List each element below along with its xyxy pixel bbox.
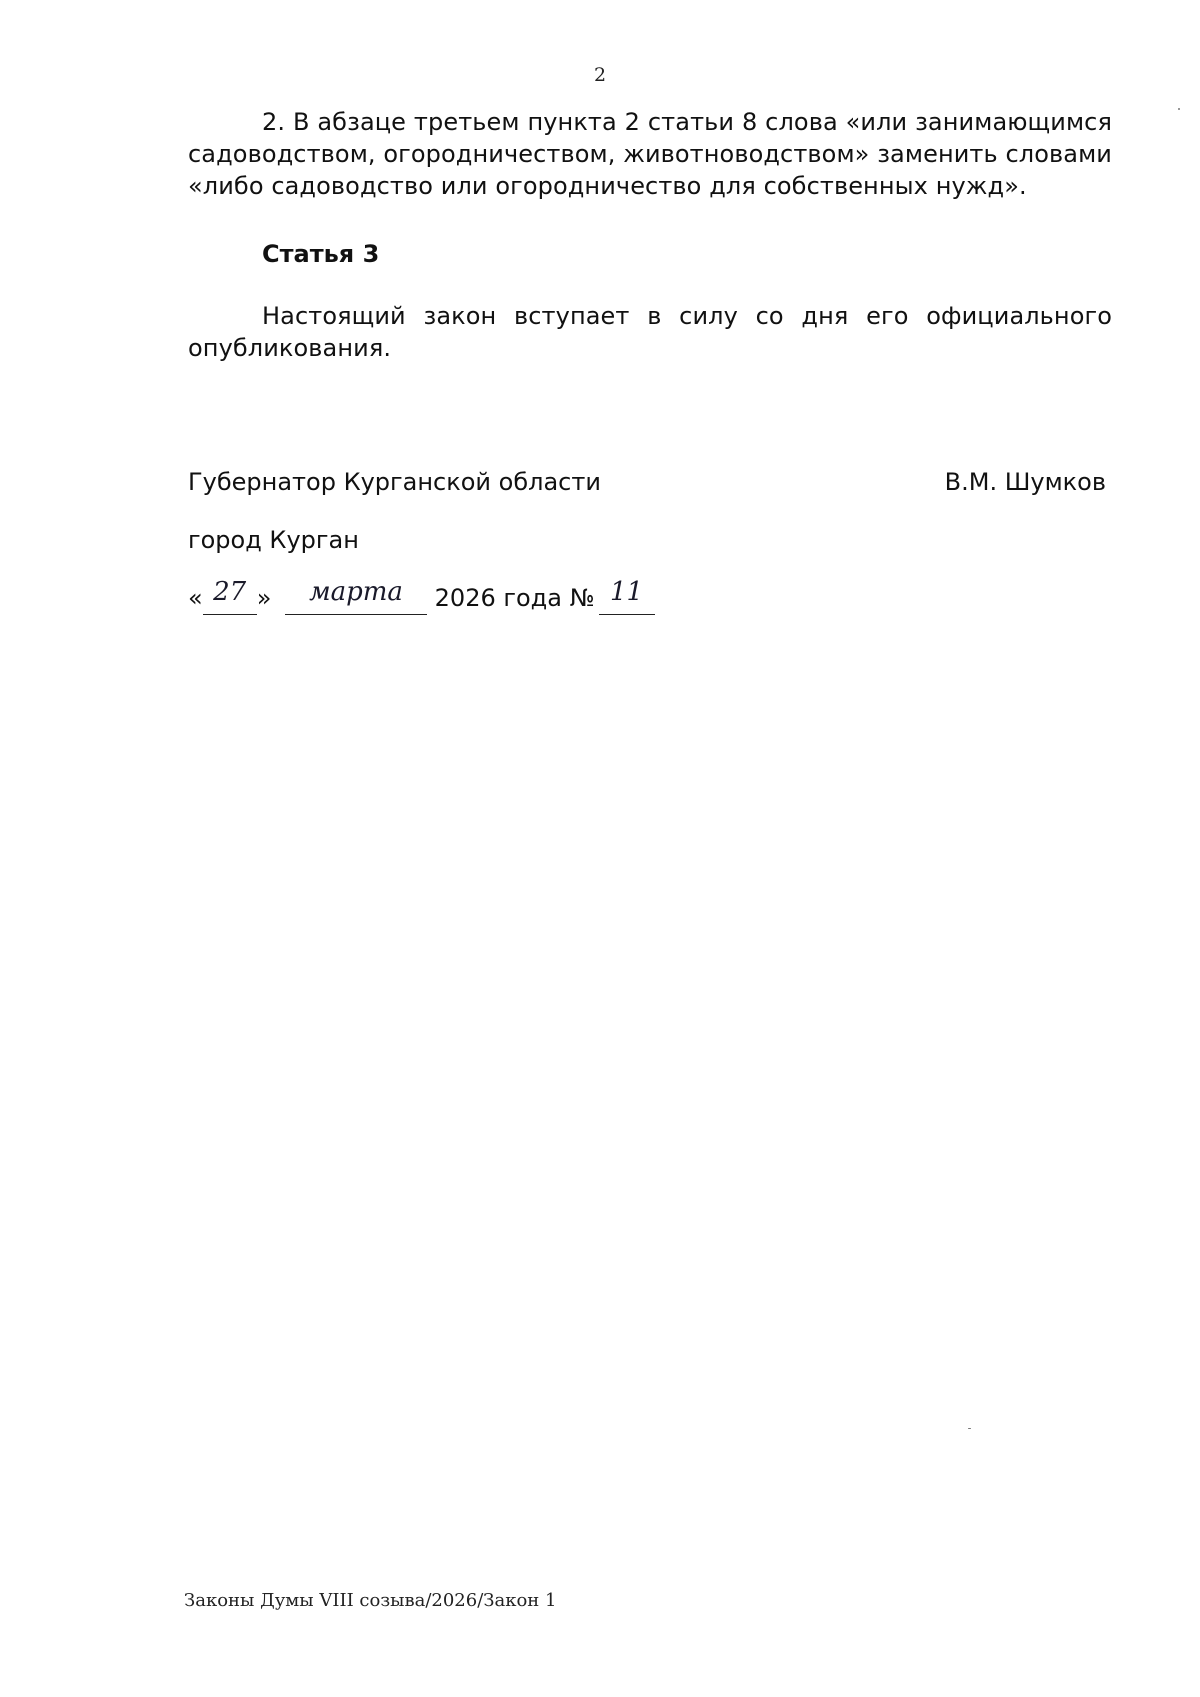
law-number-field (599, 577, 655, 615)
signing-city: город Курган (188, 526, 359, 554)
signatory-name: В.М. Шумков (944, 468, 1106, 496)
signing-date-line (188, 577, 655, 615)
effective-date-paragraph: Настоящий закон вступает в силу со дня его официального опубликования. (188, 302, 1112, 362)
date-year-text: 2026 года № (434, 584, 595, 612)
document-body (188, 106, 1112, 364)
signatory-position: Губернатор Курганской области (188, 468, 601, 496)
date-day-field (203, 577, 257, 615)
date-open-quote: « (188, 584, 203, 612)
handwritten-day: 27 (213, 577, 247, 607)
amendment-paragraph: 2. В абзаце третьем пункта 2 статьи 8 слова «или занимающимся садоводством, огородничеством, животноводством» заменить словами «либо садоводство или огородничество для собственных нужд». (188, 108, 1112, 200)
handwritten-law-number: 11 (610, 577, 644, 607)
scan-speck (968, 1428, 971, 1429)
date-close-quote: » (256, 584, 272, 612)
page-number: 2 (593, 64, 607, 86)
document-footer: Законы Думы VIII созыва/2026/Закон 1 (184, 1590, 557, 1611)
article-heading: Статья 3 (262, 240, 380, 268)
date-month-field (285, 577, 427, 615)
scan-speck (1178, 108, 1180, 110)
handwritten-month: марта (309, 577, 403, 607)
